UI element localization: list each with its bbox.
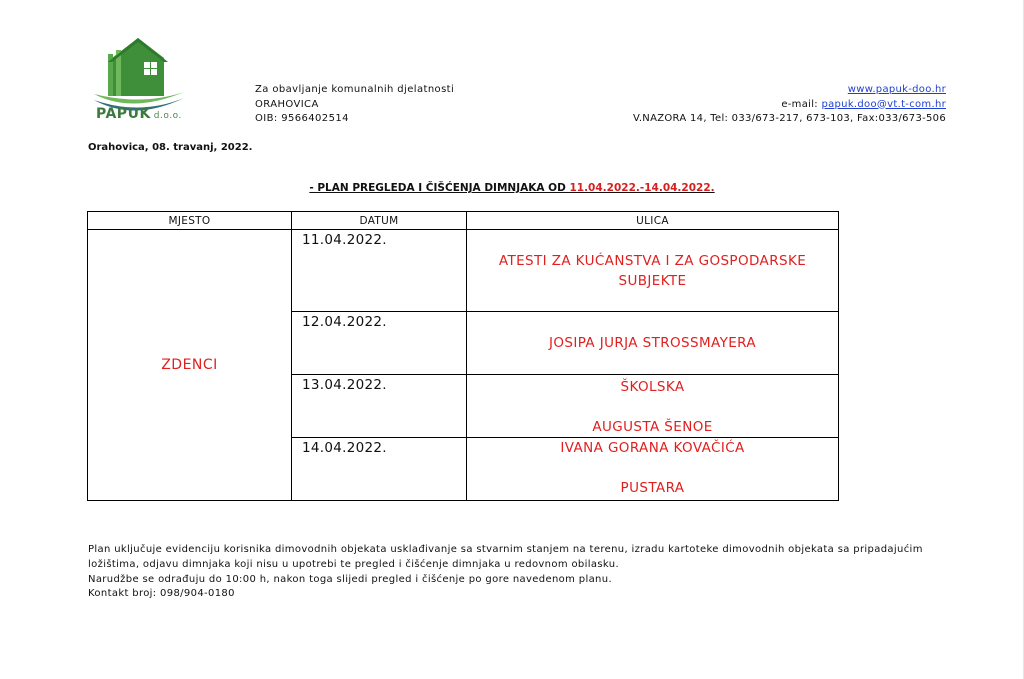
ulica-cell [467, 375, 839, 438]
ulica-cell [467, 438, 839, 501]
logo-suffix: d.o.o. [153, 111, 182, 121]
company-line-city: ORAHOVICA [255, 98, 319, 110]
note-line: ložištima, odjavu dimnjaka koji nisu u upotrebi te pregled i čišćenje dimnjaka u redovnom obilasku. [88, 558, 619, 570]
contact-info [633, 83, 946, 127]
header-mjesto: MJESTO [88, 212, 292, 230]
mjesto-cell: ZDENCI [88, 230, 292, 501]
logo-wordmark [96, 106, 182, 122]
datum-cell: 13.04.2022. [292, 375, 467, 438]
email-label: e-mail: [781, 98, 822, 110]
company-line-oib: OIB: 9566402514 [255, 113, 349, 124]
table-row [88, 230, 839, 312]
datum-cell: 12.04.2022. [292, 312, 467, 375]
address-line: V.NAZORA 14, Tel: 033/673-217, 673-103, Fax:033/673-506 [632, 113, 946, 124]
contact-number-line: Kontakt broj: 098/904-0180 [88, 588, 235, 600]
logo-name: PAPUK [96, 106, 151, 122]
datum-cell: 14.04.2022. [292, 438, 467, 501]
header-ulica: ULICA [467, 212, 839, 230]
ulica-line: ŠKOLSKA [620, 379, 685, 395]
website-link[interactable]: www.papuk-doo.hr [847, 84, 946, 95]
document-title [0, 182, 1024, 194]
ulica-cell [467, 230, 839, 312]
schedule-table [87, 211, 839, 501]
ulica-line: AUGUSTA ŠENOE [592, 419, 713, 435]
ulica-line: IVANA GORANA KOVAČIĆA [560, 440, 745, 456]
company-line-activity: Za obavljanje komunalnih djelatnosti [255, 84, 455, 95]
note-line: Plan uključuje evidenciju korisnika dimovodnih objekata usklađivanje sa stvarnim stanjem na terenu, izradu kartoteke dimovodnih objekata sa pripadajućim [88, 544, 923, 555]
ulica-line: SUBJEKTE [618, 272, 687, 289]
date-line: Orahovica, 08. travanj, 2022. [88, 142, 253, 153]
title-prefix: - PLAN PREGLEDA I ČIŠĆENJA DIMNJAKA OD [309, 182, 570, 194]
company-info [255, 83, 454, 127]
datum-cell: 11.04.2022. [292, 230, 467, 312]
ulica-line: ATESTI ZA KUĆANSTVA I ZA GOSPODARSKE [498, 252, 807, 269]
table-header-row [88, 212, 839, 230]
ulica-line: JOSIPA JURJA STROSSMAYERA [548, 335, 757, 351]
footer-notes [88, 543, 923, 602]
email-link[interactable]: papuk.doo@vt.t-com.hr [821, 98, 946, 110]
note-line: Narudžbe se odrađuju do 10:00 h, nakon toga slijedi pregled i čišćenje po gore navedenom planu. [88, 573, 612, 585]
ulica-cell [467, 312, 839, 375]
ulica-line: PUSTARA [620, 480, 685, 496]
header-datum: DATUM [292, 212, 467, 230]
title-date-range: 11.04.2022.-14.04.2022. [569, 182, 715, 194]
